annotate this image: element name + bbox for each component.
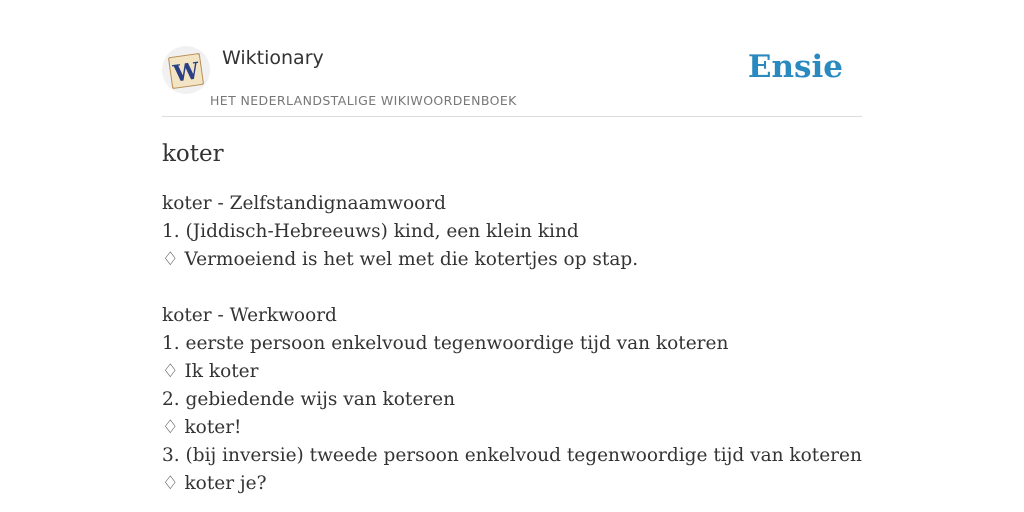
site-tagline: HET NEDERLANDSTALIGE WIKIWOORDENBOEK: [210, 93, 517, 108]
main-content: [162, 138, 862, 498]
definition-line: 1. (Jiddisch-Hebreeuws) kind, een klein kind: [162, 221, 579, 242]
entry-noun: [162, 190, 862, 274]
definition-line: 3. (bij inversie) tweede persoon enkelvoud tegenwoordige tijd van koteren: [162, 445, 862, 466]
site-name[interactable]: Wiktionary: [222, 47, 324, 69]
page-title: koter: [162, 141, 224, 167]
entry-heading: koter - Werkwoord: [162, 305, 337, 326]
entry-heading: koter - Zelfstandignaamwoord: [162, 193, 446, 214]
definition-line: 1. eerste persoon enkelvoud tegenwoordige tijd van koteren: [162, 333, 729, 354]
example-line: ♢ koter!: [162, 417, 242, 438]
brand-logo[interactable]: Ensie: [747, 49, 843, 85]
definition-line: 2. gebiedende wijs van koteren: [162, 389, 455, 410]
site-header: [162, 44, 862, 117]
example-line: ♢ Vermoeiend is het wel met die kotertjes op stap.: [162, 249, 639, 270]
example-line: ♢ Ik koter: [162, 361, 259, 382]
example-line: ♢ koter je?: [162, 473, 267, 494]
wiktionary-logo-icon[interactable]: [162, 46, 210, 94]
svg-text:W: W: [171, 57, 201, 88]
entry-verb: [162, 302, 862, 498]
